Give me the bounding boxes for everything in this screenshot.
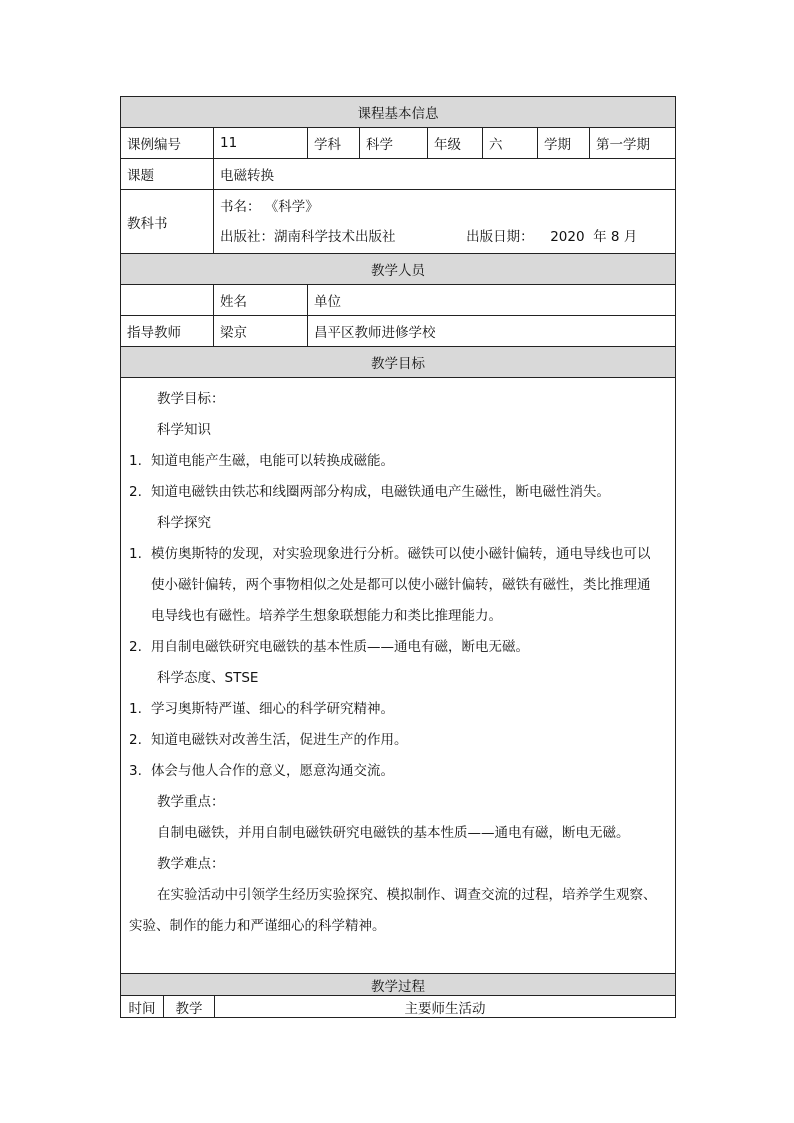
publisher: 出版社：湖南科学技术出版社 <box>220 228 396 245</box>
col-time-header: 时间 <box>121 996 164 1018</box>
inquiry-item: 1. 模仿奥斯特的发现，对实验现象进行分析。磁铁可以使小磁针偏转，通电导线也可以 <box>129 546 651 562</box>
book-name: 书名： 《科学》 <box>220 198 319 215</box>
textbook-label: 教科书 <box>121 190 214 254</box>
staff-role-header <box>121 285 214 316</box>
topic-label: 课题 <box>121 159 214 190</box>
inquiry-title: 科学探究 <box>157 515 211 531</box>
attitude-item: 1. 学习奥斯特严谨、细心的科学研究精神。 <box>129 701 394 717</box>
goals-heading: 教学目标： <box>157 391 225 407</box>
attitude-title: 科学态度、STSE <box>157 670 259 686</box>
course-info-table <box>120 96 676 974</box>
publisher-line <box>220 222 669 252</box>
section-title-basic-info: 课程基本信息 <box>121 97 676 128</box>
knowledge-item: 2. 知道电磁铁由铁芯和线圈两部分构成，电磁铁通电产生磁性，断电磁性消失。 <box>129 484 610 500</box>
col-main-activity-header: 主要师生活动 <box>215 996 676 1018</box>
col-teach-header: 教学 <box>164 996 215 1018</box>
key-points: 自制电磁铁，并用自制电磁铁研究电磁铁的基本性质——通电有磁，断电无磁。 <box>157 825 630 841</box>
knowledge-title: 科学知识 <box>157 422 211 438</box>
staff-role: 指导教师 <box>121 316 214 347</box>
section-title-goals: 教学目标 <box>121 347 676 378</box>
grade-value: 六 <box>483 128 538 159</box>
attitude-item: 2. 知道电磁铁对改善生活，促进生产的作用。 <box>129 732 408 748</box>
staff-name-header: 姓名 <box>214 285 308 316</box>
knowledge-item: 1. 知道电能产生磁，电能可以转换成磁能。 <box>129 453 394 469</box>
topic-value: 电磁转换 <box>214 159 676 190</box>
inquiry-item-line: 使小磁针偏转，两个事物相似之处是都可以使小磁针偏转，磁铁有磁性，类比推理通 <box>151 577 651 593</box>
subject-value: 科学 <box>360 128 428 159</box>
term-label: 学期 <box>538 128 590 159</box>
case-no-value: 11 <box>214 128 308 159</box>
pub-date-label: 出版日期： <box>466 228 534 245</box>
term-value: 第一学期 <box>590 128 676 159</box>
inquiry-item-line: 电导线也有磁性。培养学生想象联想能力和类比推理能力。 <box>151 608 502 624</box>
difficult-points-line: 实验、制作的能力和严谨细心的科学精神。 <box>129 918 386 934</box>
inquiry-item: 2. 用自制电磁铁研究电磁铁的基本性质——通电有磁，断电无磁。 <box>129 639 529 655</box>
section-title-staff: 教学人员 <box>121 254 676 285</box>
attitude-item: 3. 体会与他人合作的意义，愿意沟通交流。 <box>129 763 394 779</box>
grade-label: 年级 <box>428 128 483 159</box>
pub-date: 2020 年 8 月 <box>550 228 638 245</box>
textbook-info <box>214 190 676 254</box>
staff-unit: 昌平区教师进修学校 <box>308 316 676 347</box>
difficult-points-line: 在实验活动中引领学生经历实验探究、模拟制作、调查交流的过程，培养学生观察、 <box>157 887 657 903</box>
goals-content <box>121 378 676 974</box>
difficult-points-title: 教学难点： <box>157 856 225 872</box>
section-title-process: 教学过程 <box>121 974 676 996</box>
subject-label: 学科 <box>308 128 360 159</box>
process-table <box>120 973 676 1018</box>
lesson-plan-document <box>120 96 675 1018</box>
staff-unit-header: 单位 <box>308 285 676 316</box>
key-points-title: 教学重点： <box>157 794 225 810</box>
case-no-label: 课例编号 <box>121 128 214 159</box>
staff-name: 梁京 <box>214 316 308 347</box>
